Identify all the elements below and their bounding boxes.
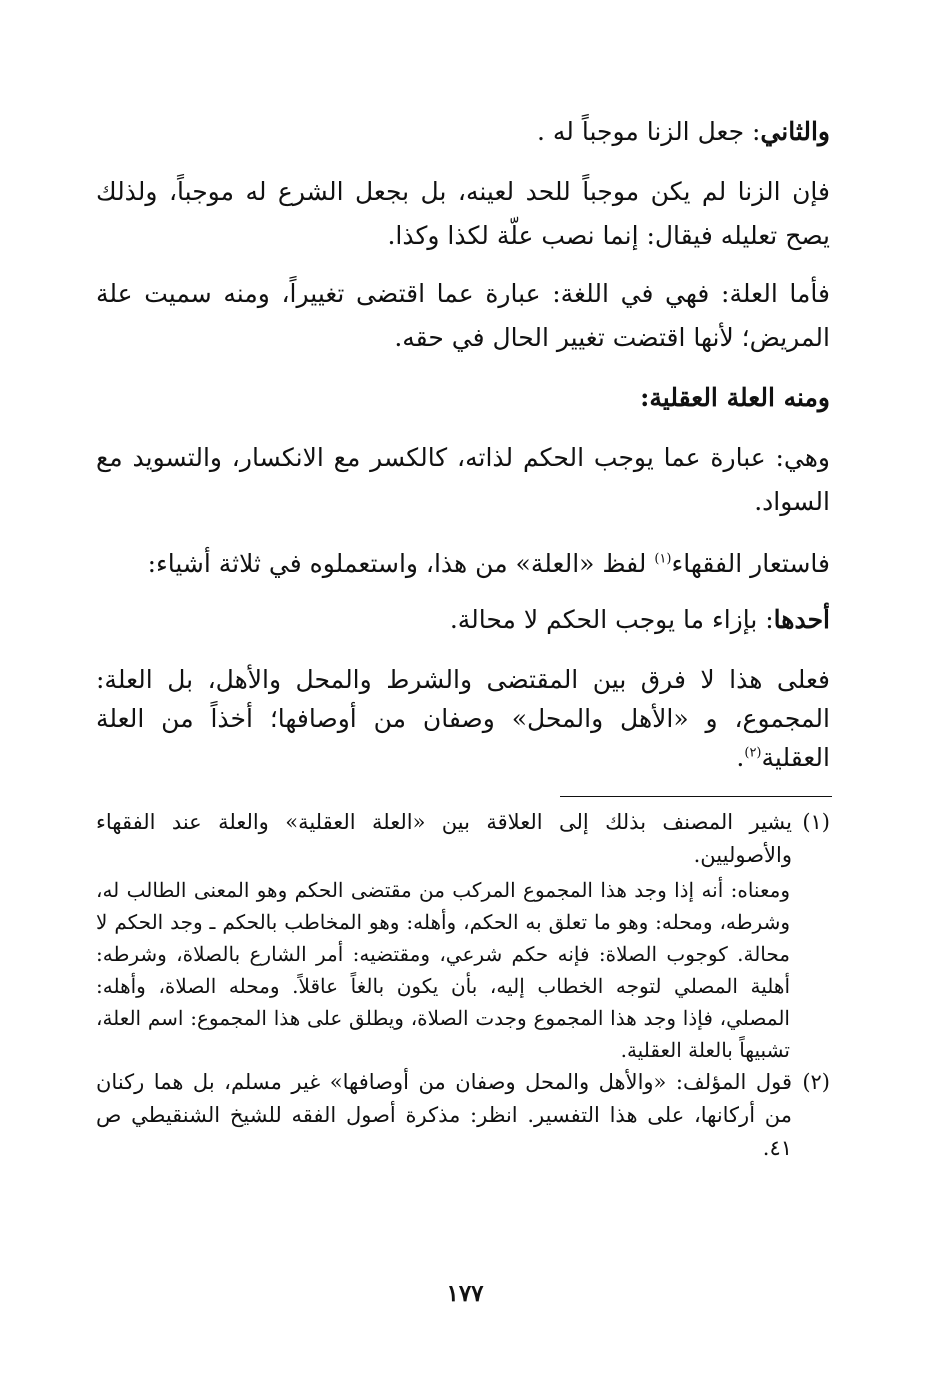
paragraph-zina-not-cause (96, 170, 830, 258)
footnote-text: يشير المصنف بذلك إلى العلاقة بين «العلة العقلية» والعلة عند الفقهاء والأصوليين. (96, 810, 792, 867)
footnote-2 (96, 1066, 830, 1165)
paragraph-end: . (736, 743, 745, 772)
paragraph-text: فأما العلة: فهي في اللغة: عبارة عما اقتضى تغييراً، ومنه سميت علة المريض؛ لأنها اقتضت تغيير الحال في حقه. (96, 279, 830, 352)
paragraph-text: فإن الزنا لم يكن موجباً للحد لعينه، بل بجعل الشرع له موجباً، ولذلك يصح تعليله فيقال: إنما نصب علّة لكذا وكذا. (96, 177, 830, 250)
paragraph-no-difference (96, 660, 830, 777)
paragraph-jurists-borrowed (96, 544, 830, 583)
paragraph-lead: والثاني (760, 117, 830, 146)
footnote-number: (١) (802, 810, 830, 834)
footnote-ref-2[interactable]: (٢) (744, 745, 762, 761)
paragraph-illa-language (96, 272, 830, 360)
paragraph-first-meaning (96, 600, 830, 639)
footnote-text: قول المؤلف: «والأهل والمحل وصفان من أوصافها» غير مسلم، بل هما ركنان من أركانها، على هذا التفسير. انظر: مذكرة أصول الفقه للشيخ الشنقيطي ص ٤١. (96, 1070, 792, 1160)
footnote-1 (96, 806, 830, 872)
paragraph-second (96, 112, 830, 151)
paragraph-lead: أحدها (773, 605, 830, 634)
paragraph-text: فاستعار الفقهاء (671, 549, 830, 578)
paragraph-text: : بإزاء ما يوجب الحكم لا محالة. (449, 605, 774, 634)
footnote-1-continuation (96, 874, 830, 1066)
footnotes (96, 806, 830, 1165)
paragraph-text: لفظ «العلة» من هذا، واستعملوه في ثلاثة أشياء: (147, 549, 655, 578)
footnote-separator (560, 796, 832, 797)
heading-rational-cause (96, 378, 830, 417)
paragraph-text: وهي: عبارة عما يوجب الحكم لذاته، كالكسر مع الانكسار، والتسويد مع السواد. (96, 443, 830, 516)
page-number: ١٧٧ (446, 1280, 484, 1307)
footnote-continuation-text: ومعناه: أنه إذا وجد هذا المجموع المركب من مقتضى الحكم وهو المعنى الطالب له، وشرطه، ومحله: وهو ما تعلق به الحكم، وأهله: وهو المخاطب بالحكم ـ وجد الحكم لا محالة. كوجوب الصلاة: فإنه حكم شرعي، ومقتضيه: أمر الشارع بالصلاة، وشرطه: أهلية المصلي لتوجه الخطاب إليه، بأن يكون بالغاً عاقلاً. ومحله الصلاة، وأهله: المصلي، فإذا وجد هذا المجموع وجدت الصلاة، ويطلق على هذا المجموع: اسم العلة، تشبيهاً بالعلة العقلية. (96, 878, 790, 1062)
paragraph-text: : جعل الزنا موجباً له . (536, 117, 761, 146)
paragraph-rational-cause-definition (96, 436, 830, 524)
footnote-number: (٢) (802, 1070, 830, 1094)
footnote-ref-1[interactable]: (١) (654, 551, 672, 567)
paragraph-text: فعلى هذا لا فرق بين المقتضى والشرط والمحل والأهل، بل العلة: المجموع، و «الأهل والمحل» وصفان من أوصافها؛ أخذاً من العلة العقلية (96, 665, 830, 772)
heading-text: ومنه العلة العقلية: (640, 383, 830, 412)
